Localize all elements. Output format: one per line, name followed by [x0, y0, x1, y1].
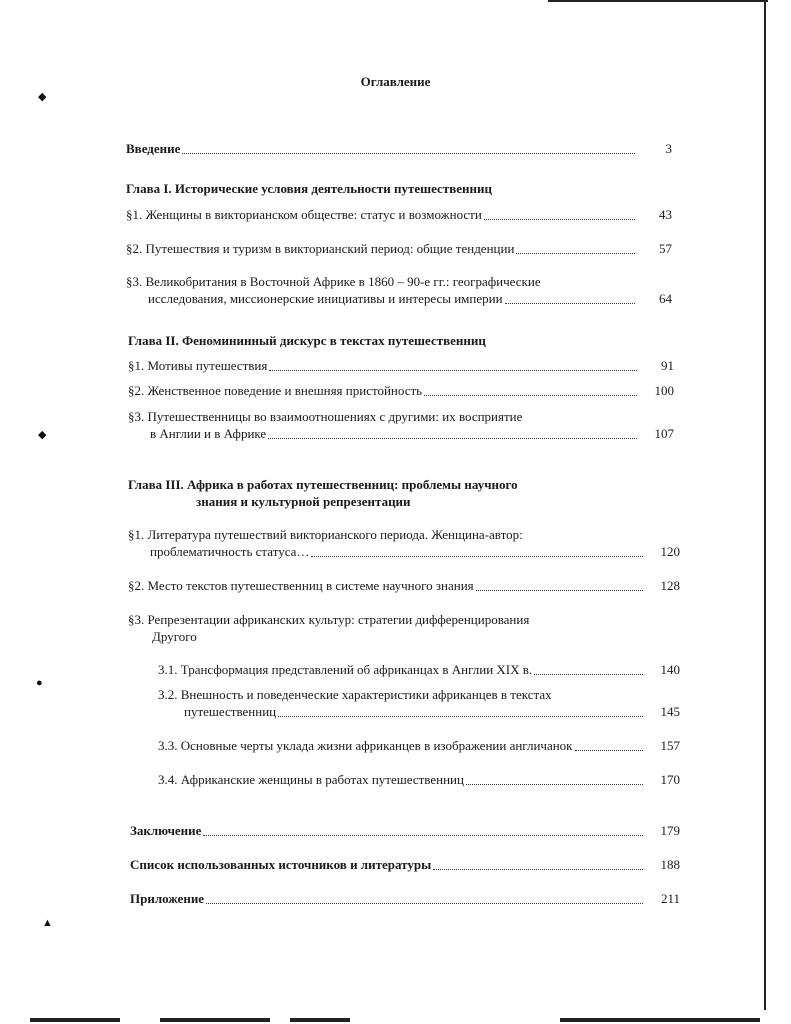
toc-label-line: §3. Путешественницы во взаимоотношениях с другими: их восприятие: [128, 409, 523, 424]
dot-leader: [575, 749, 644, 751]
toc-label-line: §3. Репрезентации африканских культур: стратегии дифференцирования: [128, 612, 530, 627]
toc-page-number: 57: [659, 241, 672, 256]
dot-leader: [433, 868, 643, 870]
toc-page-number: 43: [659, 207, 672, 222]
toc-label: Введение: [126, 141, 181, 156]
dot-leader: [182, 152, 635, 154]
scan-strip: [160, 1018, 270, 1022]
toc-entry[interactable]: [158, 738, 680, 754]
toc-page-number: 107: [654, 426, 674, 441]
dot-leader: [269, 369, 637, 371]
toc-label: Приложение: [130, 891, 205, 906]
chapter-heading: Глава III. Африка в работах путешественниц: проблемы научного: [128, 477, 518, 492]
toc-page-number: 64: [659, 291, 672, 306]
toc-entry[interactable]: [126, 207, 672, 223]
dot-leader: [534, 673, 643, 675]
dot-leader: [505, 302, 635, 304]
scan-border-top: [548, 0, 768, 2]
toc-page-number: 3: [665, 141, 672, 156]
toc-entry[interactable]: [126, 241, 672, 257]
toc-page-number: 140: [660, 662, 680, 677]
toc-entry[interactable]: [128, 358, 674, 374]
toc-entry[interactable]: [150, 544, 680, 560]
dot-leader: [278, 715, 643, 717]
toc-label-line: §3. Великобритания в Восточной Африке в 1860 – 90-е гг.: географические: [126, 274, 541, 289]
toc-entry-appendix[interactable]: [130, 891, 680, 907]
toc-label: 3.1. Трансформация представлений об африканцах в Англии XIX в.: [158, 662, 533, 677]
toc-page-number: 211: [660, 891, 680, 906]
dot-leader: [466, 783, 643, 785]
dot-leader: [311, 555, 643, 557]
toc-label: §2. Место текстов путешественниц в системе научного знания: [128, 578, 474, 593]
toc-entry-intro[interactable]: [126, 141, 672, 157]
punch-hole-mark: ▲: [42, 917, 53, 929]
dot-leader: [516, 252, 635, 254]
toc-label: путешественниц: [184, 704, 277, 719]
dot-leader: [424, 394, 637, 396]
toc-entry[interactable]: [158, 772, 680, 788]
scan-strip: [560, 1018, 760, 1022]
toc-label-line: 3.2. Внешность и поведенческие характеристики африканцев в текстах: [158, 687, 552, 702]
toc-label-line: Другого: [152, 629, 197, 644]
scan-strip: [30, 1018, 120, 1022]
punch-hole-mark: ◆: [38, 91, 47, 103]
toc-label-line: §1. Литература путешествий викторианского периода. Женщина-автор:: [128, 527, 523, 542]
toc-page-number: 100: [654, 383, 674, 398]
toc-label: проблематичность статуса…: [150, 544, 310, 559]
scan-strip: [290, 1018, 350, 1022]
page-title: Оглавление: [360, 74, 431, 89]
toc-label: исследования, миссионерские инициативы и интересы империи: [148, 291, 503, 306]
dot-leader: [484, 218, 635, 220]
dot-leader: [206, 902, 643, 904]
toc-label: §1. Женщины в викторианском обществе: статус и возможности: [126, 207, 482, 222]
toc-page-number: 179: [660, 823, 680, 838]
dot-leader: [203, 834, 643, 836]
toc-entry[interactable]: [128, 383, 674, 399]
toc-entry[interactable]: [150, 426, 674, 442]
chapter-heading-continued: знания и культурной репрезентации: [196, 494, 411, 509]
toc-entry[interactable]: [128, 578, 680, 594]
scan-border-right: [764, 0, 766, 1010]
punch-hole-mark: ◆: [38, 429, 47, 441]
toc-label: 3.3. Основные черты уклада жизни африканцев в изображении англичанок: [158, 738, 573, 753]
dot-leader: [476, 589, 643, 591]
dot-leader: [268, 437, 637, 439]
toc-page-number: 188: [660, 857, 680, 872]
toc-page-number: 120: [660, 544, 680, 559]
toc-label: Заключение: [130, 823, 202, 838]
toc-label: §2. Путешествия и туризм в викторианский период: общие тенденции: [126, 241, 515, 256]
toc-entry[interactable]: [184, 704, 680, 720]
toc-entry[interactable]: [148, 291, 672, 307]
chapter-heading: Глава I. Исторические условия деятельности путешественниц: [126, 181, 492, 196]
toc-label: §1. Мотивы путешествия: [128, 358, 268, 373]
chapter-heading: Глава II. Феномининный дискурс в текстах путешественниц: [128, 333, 486, 348]
toc-page-number: 128: [660, 578, 680, 593]
toc-entry-conclusion[interactable]: [130, 823, 680, 839]
toc-page-number: 91: [661, 358, 674, 373]
toc-entry[interactable]: [158, 662, 680, 678]
toc-label: §2. Женственное поведение и внешняя пристойность: [128, 383, 423, 398]
toc-entry-sources[interactable]: [130, 857, 680, 873]
toc-label: в Англии и в Африке: [150, 426, 267, 441]
toc-page-number: 145: [660, 704, 680, 719]
toc-page-number: 170: [660, 772, 680, 787]
toc-page-number: 157: [660, 738, 680, 753]
punch-hole-mark: ●: [36, 677, 43, 689]
toc-label: Список использованных источников и литературы: [130, 857, 432, 872]
toc-label: 3.4. Африканские женщины в работах путешественниц: [158, 772, 464, 787]
